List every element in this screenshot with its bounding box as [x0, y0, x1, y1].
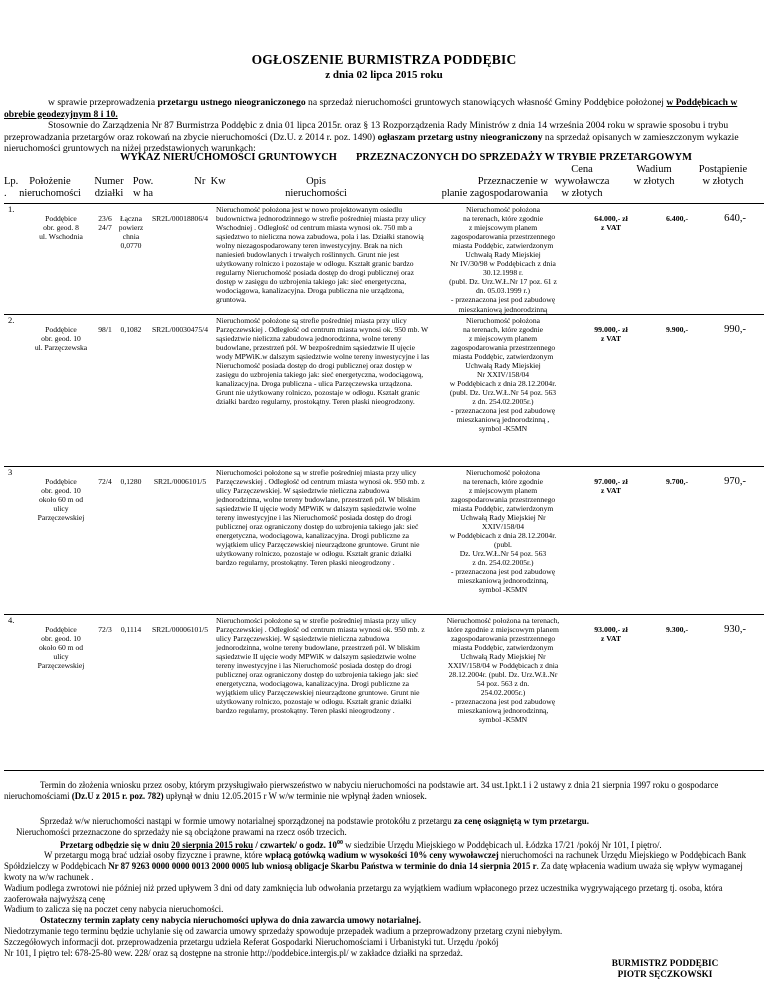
cell-area: 0,1114: [116, 614, 146, 774]
cell-row-number: 2.: [4, 314, 28, 466]
cell-zoning: Nieruchomość położona na terenach, które zgodnie z miejscowym planem zagospodarowania przestrzennego miasta Poddębic, zatwierdzonym Uchwałą Rady Miejskiej Nr IV/30/98 w Poddębicach z dnia 30.12.1998 r. (publ. Dz. Urz.W.Ł.Nr 17 poz. 61 z dn. 05.03.1999 r.) - przeznaczona jest pod zabudowę mieszkaniową jednorodzinną: [432, 204, 574, 315]
footer-deposit-text: W przetargu mogą brać udział osoby fizyczne i prawne, które: [44, 850, 265, 861]
cell-description: Nieruchomości położone są w strefie pośredniej miasta przy ulicy Parzęczewskiej . Odległość od centrum miasta wynosi ok. 950 mb. z ulicy Parzęczewskiej. W sąsiedztwie nieliczna zabudowa jednorodzinna, wolne tereny budowlane, przestrzeń pól. W bliskim sąsiedztwie II ujęcie wody MPWiK w dalszym sąsiedztwie wolne tereny inwestycyjne i las Nieruchomość posiada dostęp do drogi publicznej oraz ograniczony dostęp do uzbrojenia takiego jak: sieć energetyczna, wodociągowa, kanalizacyjna. Drogi publiczne za wyjątkiem ulicy Parzęczewskiej nieurządzone gruntowe. Grunt nie użytkowany rolniczo, pozostaje w odłogu. Kształt granic działki bardzo regularny, prostokątny. Teren płaski nieogrodzony .: [214, 614, 432, 774]
footer-deposit-account: Nr 87 9263 0000 0000 0013 2000 0005 lub wniosą obligacje Skarbu Państwa w terminie do dnia 14 sierpnia 2015 r: [108, 861, 537, 872]
footer-auction-time-minutes: 00: [336, 839, 343, 846]
cell-zoning: Nieruchomość położona na terenach, które zgodnie z miejscowym planem zagospodarowania przestrzennego miasta Poddębic, zatwierdzonym Uchwałą Rady Miejskiej Nr XXIV/158/04 w Poddębicach z dnia 28.12.2004r. (publ. Dz. Urz.W.Ł.Nr 54 poz. 563 z dn. 254.02.2005r.) - przeznaczona jest pod zabudowę mieszkaniową jednorodzinną, symbol -K5MN: [432, 614, 574, 774]
cell-area: 0,1280: [116, 466, 146, 614]
intro-p2-rest: na sprzedaż opisanych w zamieszczonym wykazie nieruchomości gruntowych na niżej przedstawionych warunkach:: [4, 131, 739, 155]
cell-zoning: Nieruchomość położona na terenach, które zgodnie z miejscowym planem zagospodarowania przestrzennego miasta Poddębic, zatwierdzonym Uchwałą Rady Miejskiej Nr XXIV/158/04 w Poddębicach z dnia 28.12.2004r. (publ. Dz. Urz.W.Ł.Nr 54 poz. 563 z dn. 254.02.2005r.) - przeznaczona jest pod zabudowę mieszkaniową jednorodzinną, symbol -K5MN: [432, 466, 574, 614]
cell-deposit: 6.400,-: [648, 204, 706, 315]
cell-area: Łączna powierz chnia 0,0770: [116, 204, 146, 315]
intro-text: [4, 97, 762, 155]
footer-line-contact: Nr 101, I piętro tel: 678-25-80 wew. 228/ oraz są dostępne na stronie http://poddebice.intergis.pl/ w zakładce działki na sprzedaż.: [4, 947, 463, 958]
section-heading-left: WYKAZ NIERUCHOMOŚCI GRUNTOWYCH: [120, 152, 337, 163]
cell-description: Nieruchomość położona jest w nowo projektowanym osiedlu budownictwa jednorodzinnego w strefie pośredniej miasta przy ulicy Wschodniej . Odległość od centrum miasta wynosi ok. 750 mb a sąsiedztwo to nieliczna nowa zabudowa, pola i las. Działki stanowią wolny niezagospodarowany teren inwestycyjny. Brak na nich naniesień budowlanych i trwałych roślinnych. Grunt nie jest użytkowany rolniczo i pozostaje w odłogu. Kształt granic bardzo regularny Nieruchomość posiada dostęp do drogi publicznej oraz dostęp w zasięgu do uzbrojenia takiego jak: sieć energetyczna, wodociągowa, kanalizacyjna. Droga publiczna nie urządzona, gruntowa.: [214, 204, 432, 315]
cell-deposit: 9.900,-: [648, 314, 706, 466]
footer-terms: [4, 816, 762, 958]
footer-line-credit: Wadium to zalicza się na poczet ceny nabycia nieruchomości.: [4, 904, 224, 915]
footer-auction-date-intro: Przetarg odbędzie się w dniu: [60, 839, 172, 850]
section-heading-right: PRZEZNACZONYCH DO SPRZEDAŻY W TRYBIE PRZETARGOWYM: [356, 152, 692, 163]
cell-starting-price: 99.000,- zł z VAT: [574, 314, 648, 466]
table-row: [4, 204, 764, 315]
col-header-bid-increment: Postąpienie w złotych: [698, 164, 748, 187]
cell-starting-price: 93.000,- zł z VAT: [574, 614, 648, 774]
col-header-parcel-number: Numer działki: [94, 176, 124, 199]
col-header-lp: Lp. .: [4, 176, 19, 199]
cell-starting-price: 97.000,- zł z VAT: [574, 466, 648, 614]
cell-land-register: SR2L/00006101/5: [146, 614, 214, 774]
footer-sale-form-bold: za cenę osiągniętą w tym przetargu.: [453, 816, 589, 826]
cell-land-register: SR2L/0006101/5: [146, 466, 214, 614]
footer-deposit-bank: nieruchomości na rachunek Urzędu Miejskiego w Poddębicach Bank Spółdzielczy w Poddębicach: [4, 850, 747, 872]
cell-land-register: SR2L/00018806/4: [146, 204, 214, 315]
intro-p1-text: w sprawie przeprowadzenia: [48, 97, 158, 108]
footer-line-payment-deadline: Ostateczny termin zapłaty ceny nabycia nieruchomości upływa do dnia zawarcia umowy notarialnej.: [40, 915, 421, 926]
intro-paragraph-1: [4, 97, 762, 120]
footer-line-refund: Wadium podlega zwrotowi nie później niż przed upływem 3 dni od daty zamknięcia lub odwołania przetargu za wyjątkiem wadium wpłaconego przez uczestnika wygrywającego przetarg tj. osoba, która zaoferowała najwyższą cenę: [4, 882, 723, 904]
table-row: [4, 314, 764, 466]
col-header-location: Położenie nieruchomości: [19, 176, 81, 199]
footer-deadline-text: Termin do złożenia wniosku przez osoby, którym przysługiwało pierwszeństwo w nabyciu nieruchomości na podstawie art. 34 ust.1pkt.1 i 2 ustawy z dnia 21 sierpnia 1997 roku o gospodarce nieruchomościami: [4, 780, 719, 801]
cell-row-number: 4.: [4, 614, 28, 774]
col-header-starting-price: Cena wywoławcza w złotych: [554, 164, 610, 199]
cell-deposit: 9.700,-: [648, 466, 706, 614]
cell-parcel-number: 72/4: [94, 466, 116, 614]
cell-location: Poddębice obr. geod. 10 około 60 m od ulicy Parzęczewskiej: [28, 614, 94, 774]
intro-p2-text: Stosownie do Zarządzenia Nr 87 Burmistrza Poddębic z dnia 01 lipca 2015r. oraz § 13 Rozporządzenia Rady Ministrów z dnia 14 września 2004 roku w sprawie sposobu i trybu przeprowadzania przetargów oraz rokowań na zbycie nieruchomości (Dz.U. z 2014 r. poz. 1490): [4, 120, 729, 143]
properties-table: [4, 203, 764, 774]
table-row: [4, 614, 764, 774]
col-header-deposit: Wadium w złotych: [633, 164, 675, 187]
col-header-land-register: Nr Kw: [194, 176, 226, 187]
intro-p1-bold: przetargu ustnego nieograniczonego: [157, 97, 306, 108]
col-header-description: Opis nieruchomości: [285, 176, 347, 199]
cell-land-register: SR2L/00030475/4: [146, 314, 214, 466]
cell-bid-increment: 990,-: [706, 314, 764, 466]
cell-row-number: 3: [4, 466, 28, 614]
properties-table-body: [4, 204, 764, 775]
table-bottom-rule: [4, 770, 764, 771]
cell-row-number: 1.: [4, 204, 28, 315]
footer-auction-date: 20 sierpnia 2015 roku: [171, 839, 254, 850]
footer-deposit-rest: . Za datę wpłacenia wadium uważa się wpływ wymaganej kwoty na w/w rachunek .: [4, 861, 743, 882]
cell-deposit: 9.300,-: [648, 614, 706, 774]
cell-description: Nieruchomości położone są w strefie pośredniej miasta przy ulicy Parzęczewskiej . Odległość od centrum miasta wynosi ok. 950 mb. z ulicy Parzęczewskiej. W sąsiedztwie nieliczna zabudowa jednorodzinna, wolne tereny budowlane, przestrzeń pól. W bliskim sąsiedztwie II ujęcie wody MPWiK w dalszym sąsiedztwie wolne tereny inwestycyjne i las Nieruchomość posiada dostęp do drogi publicznej oraz ograniczony dostęp do uzbrojenia takiego jak: sieć energetyczna, wodociągowa, kanalizacyjna. Drogi publiczne za wyjątkiem ulicy Parzęczewskiej nieurządzone gruntowe. Grunt nie użytkowany rolniczo, pozostaje w odłogu. Kształt granic działki bardzo regularny, prostokątny. Teren płaski nieogrodzony .: [214, 466, 432, 614]
footer-auction-place: w siedzibie Urzędu Miejskiego w Poddębicach ul. Łódzka 17/21 /pokój Nr 101, I piętro/.: [342, 839, 662, 850]
cell-starting-price: 64.000,- zł z VAT: [574, 204, 648, 315]
footer-deadline-paragraph: [4, 780, 762, 802]
footer-line-sale-form: [4, 816, 762, 827]
footer-deadline-rest: upłynął w dniu 12.05.2015 r W w/w terminie nie wpłynął żaden wniosek.: [163, 790, 427, 801]
footer-line-encumbrance: Nieruchomości przeznaczone do sprzedaży nie są obciążone prawami na rzecz osób trzecich.: [16, 826, 347, 837]
signature-name: PIOTR SĘCZKOWSKI: [617, 969, 713, 979]
col-header-zoning: Przeznaczenie w planie zagospodarowania: [441, 176, 548, 199]
document-date: z dnia 02 lipca 2015 roku: [325, 69, 443, 81]
intro-paragraph-2: [4, 120, 762, 155]
footer-line-auction-date: [4, 838, 762, 851]
col-header-area: Pow. w ha: [132, 176, 154, 199]
footer-deposit-bold: wpłacą gotówką wadium w wysokości 10% ceny wywoławczej: [264, 850, 499, 861]
intro-p2-bold: ogłaszam przetarg ustny nieograniczony: [377, 131, 543, 143]
footer-deadline-act: (Dz.U z 2015 r. poz. 782): [71, 790, 164, 801]
footer-auction-time: / czwartek/ o godz. 10: [253, 839, 337, 850]
cell-location: Poddębice obr. geod. 10 około 60 m od ulicy Parzęczewskiej: [28, 466, 94, 614]
footer-line-info: Szczegółowych informacji dot. przeprowadzenia przetargu udziela Referat Gospodarki Nieruchomościami i Urbanistyki tut. Urzędu /pokój: [4, 936, 499, 947]
cell-parcel-number: 23/6 24/7: [94, 204, 116, 315]
footer-line-forfeit: Niedotrzymanie tego terminu będzie uchylanie się od zawarcia umowy sprzedaży spowoduje przepadek wadium a przeprowadzony przetarg czyni niebyłym.: [4, 925, 563, 936]
cell-bid-increment: 930,-: [706, 614, 764, 774]
intro-p1-rest: na sprzedaż nieruchomości gruntowych stanowiących własność Gminy Poddębice położonej: [305, 97, 667, 108]
document-title: OGŁOSZENIE BURMISTRZA PODDĘBIC: [251, 52, 517, 67]
cell-parcel-number: 72/3: [94, 614, 116, 774]
cell-parcel-number: 98/1: [94, 314, 116, 466]
footer-sale-form-text: Sprzedaż w/w nieruchomości nastąpi w formie umowy notarialnej sporządzonej na podstawie protokółu z przetargu: [40, 816, 454, 826]
signature: [590, 958, 740, 980]
cell-bid-increment: 970,-: [706, 466, 764, 614]
cell-location: Poddębice obr. geod. 8 ul. Wschodnia: [28, 204, 94, 315]
footer-line-deposit: [4, 850, 762, 882]
cell-zoning: Nieruchomość położona na terenach, które zgodnie z miejscowym planem zagospodarowania przestrzennego miasta Poddębic, zatwierdzonym Uchwałą Rady Miejskiej Nr XXIV/158/04 w Poddębicach z dnia 28.12.2004r. (publ. Dz. Urz.W.Ł.Nr 54 poz. 563 z dn. 254.02.2005r.) - przeznaczona jest pod zabudowę mieszkaniową jednorodzinną , symbol -K5MN: [432, 314, 574, 466]
signature-role: BURMISTRZ PODDĘBIC: [611, 958, 719, 968]
intro-p1-location: w Poddębicach w obrębie geodezyjnym 8 i 10.: [4, 97, 738, 120]
cell-area: 0,1082: [116, 314, 146, 466]
cell-location: Poddębice obr. geod. 10 ul. Parzęczewska: [28, 314, 94, 466]
cell-description: Nieruchomość położone są strefie pośredniej miasta przy ulicy Parzęczewskiej . Odległość od centrum miasta wynosi ok. 950 mb. W sąsiedztwie nieliczna zabudowa jednorodzinna, wolne tereny budowlane, przestrzeń pól. W bezpośrednim sąsiedztwie II ujęcie wody MPWiK.w dalszym sąsiedztwie wolne tereny inwestycyjne i las Nieruchomość posiada dostęp do drogi publicznej oraz dostęp w zasięgu do uzbrojenia takiego jak: sieć energetyczna, wodociągową, kanalizacyjna. Droga publiczna - ulica Parzęczewska urządzona. Grunt nie użytkowany rolniczo, pozostaje w odłogu. Kształt granic działki bardzo regularny, prostokątny. Teren płaski nieogrodzony.: [214, 314, 432, 466]
cell-bid-increment: 640,-: [706, 204, 764, 315]
table-row: [4, 466, 764, 614]
